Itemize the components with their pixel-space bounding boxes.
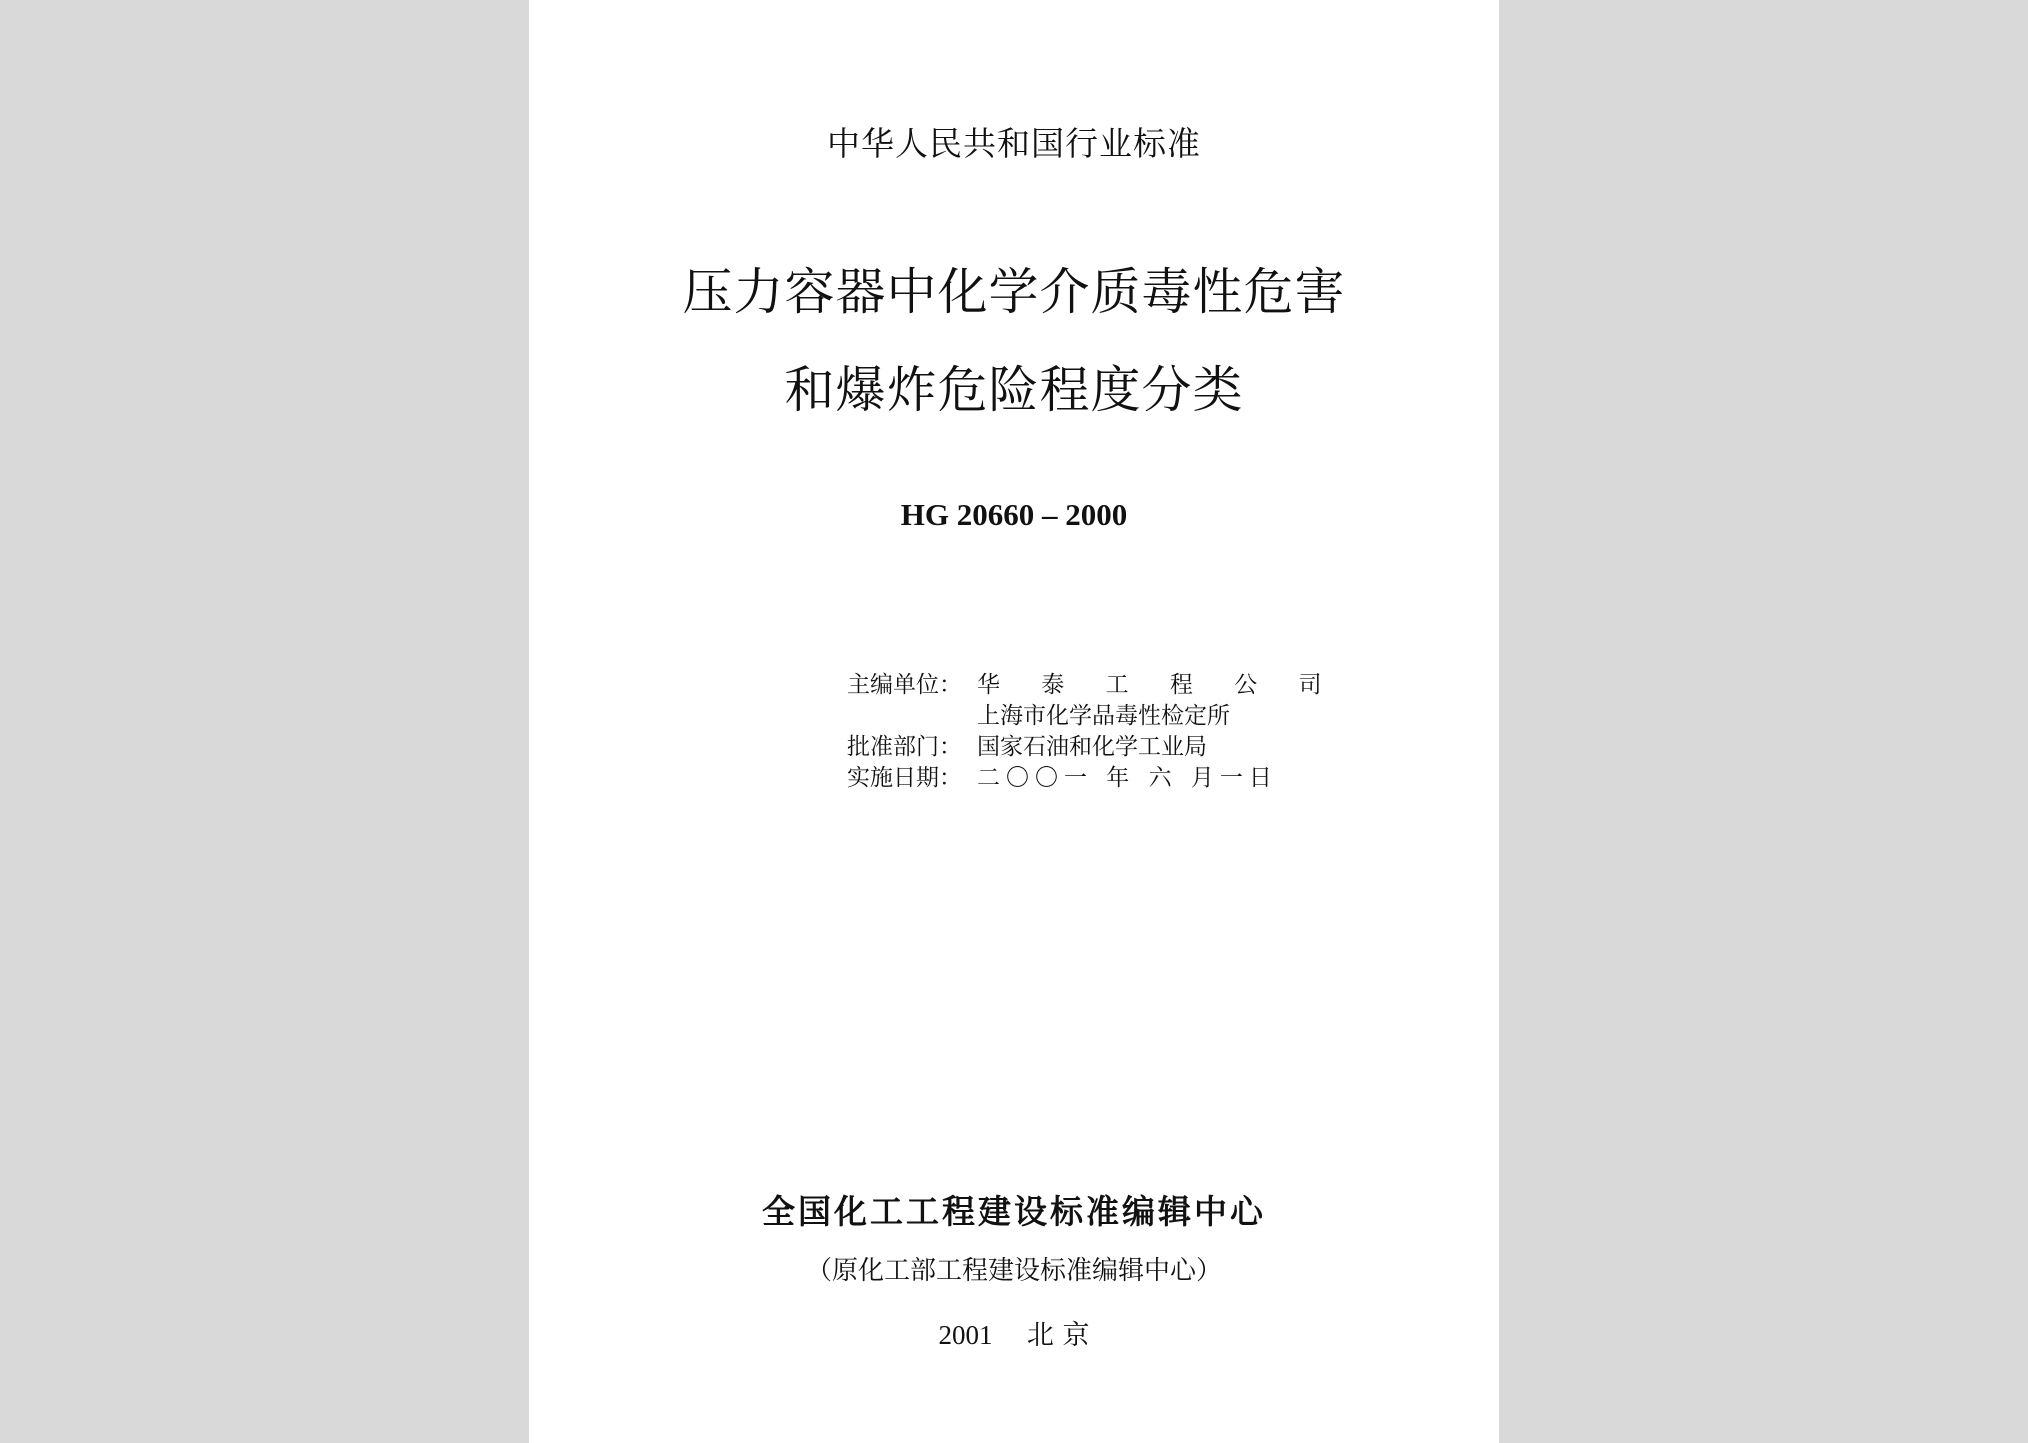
editor-row [847, 670, 1339, 701]
editor-label: 主编单位： [847, 672, 962, 698]
publication-city: 北 京 [1026, 1320, 1090, 1351]
editor-2: 上海市化学品毒性检定所 [977, 703, 1230, 729]
title-line-2: 和爆炸危险程度分类 [784, 361, 1244, 419]
editor-row-2 [847, 701, 1339, 732]
title-line-1: 压力容器中化学介质毒性危害 [682, 263, 1346, 321]
publisher: 全国化工工程建设标准编辑中心 [762, 1192, 1266, 1231]
publication-year: 2001 [938, 1320, 993, 1350]
publisher-former: （原化工部工程建设标准编辑中心） [805, 1256, 1222, 1286]
effective-date: 二〇〇一 年 六 月一日 [977, 765, 1278, 791]
approval-row [847, 732, 1339, 763]
standard-category: 中华人民共和国行业标准 [827, 124, 1201, 163]
editor-1: 华 泰 工 程 公 司 [977, 672, 1339, 698]
approval-dept: 国家石油和化学工业局 [977, 734, 1207, 760]
date-label: 实施日期： [847, 765, 962, 791]
publication-place [529, 1313, 1499, 1352]
info-block [847, 670, 1339, 794]
document-page [529, 0, 1499, 1443]
standard-code: HG 20660 – 2000 [900, 497, 1128, 532]
approval-label: 批准部门： [847, 734, 962, 760]
date-row [847, 763, 1339, 794]
